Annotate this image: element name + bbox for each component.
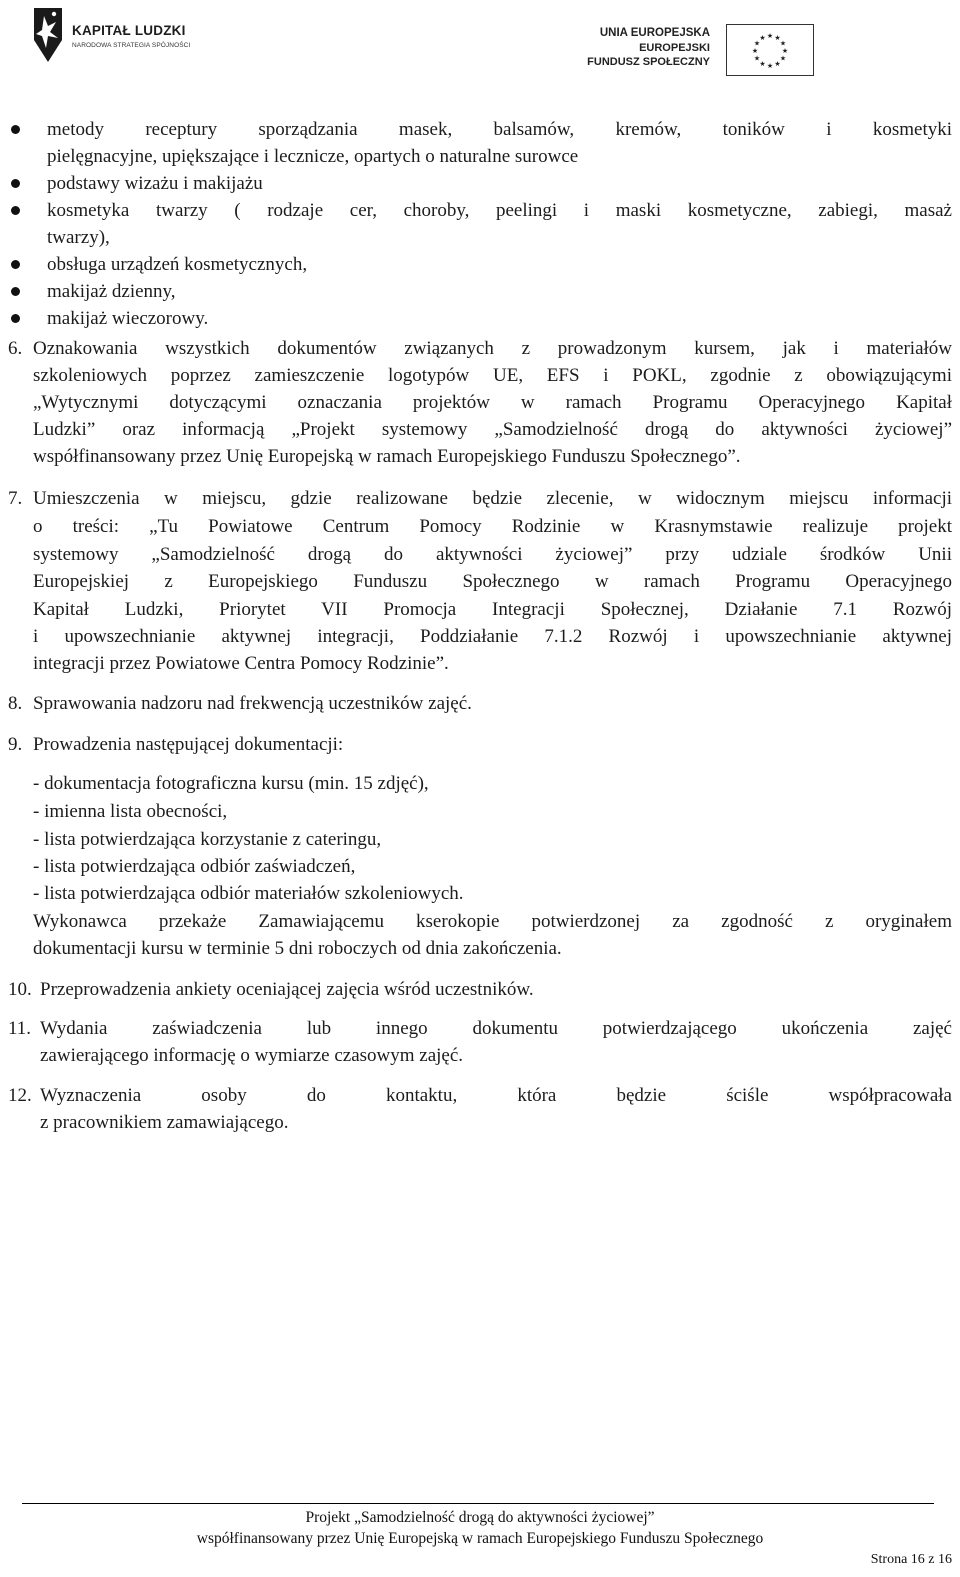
footer-divider (22, 1503, 934, 1504)
footer-project-title: Projekt „Samodzielność drogą do aktywności życiowej” (305, 1509, 655, 1526)
item-9-doc-5: - lista potwierdzająca odbiór materiałów szkoleniowych. (33, 883, 464, 904)
svg-text:★: ★ (753, 54, 761, 63)
bullet-dot (11, 314, 20, 323)
item-9-doc-2: - imienna lista obecności, (33, 801, 228, 822)
item-9-contractor-line-1: Wykonawca przekaże Zamawiającemu kserokopie potwierdzonej za zgodność z oryginałem (33, 911, 952, 932)
eu-efs-logo (587, 24, 820, 80)
bullet-item-5: makijaż dzienny, (47, 281, 176, 302)
kapital-ludzki-emblem-icon (28, 4, 68, 64)
kapital-ludzki-name: KAPITAŁ LUDZKI (72, 23, 186, 38)
item-7-number: 7. (8, 488, 23, 509)
item-6-line-5: współfinansowany przez Unię Europejską w ramach Europejskiego Funduszu Społecznego”. (33, 446, 741, 467)
item-6-line-1: Oznakowania wszystkich dokumentów związanych z prowadzonym kursem, jak i materiałów (33, 338, 952, 359)
item-10-line-1: Przeprowadzenia ankiety oceniającej zajęcia wśród uczestników. (40, 979, 534, 1000)
item-6-line-2: szkoleniowych poprzez zamieszczenie logotypów UE, EFS i POKL, zgodnie z obowiązującymi (33, 365, 952, 386)
svg-text:★: ★ (751, 47, 759, 55)
item-7-line-1: Umieszczenia w miejscu, gdzie realizowane będzie zlecenie, w widocznym miejscu informacji (33, 488, 952, 509)
svg-text:★: ★ (781, 47, 789, 55)
item-7-line-3: systemowy „Samodzielność drogą do aktywności życiowej” przy udziale środków Unii (33, 544, 952, 565)
bullet-item-3-line-2: twarzy), (47, 227, 110, 248)
bullet-dot (11, 287, 20, 296)
item-11-number: 11. (8, 1018, 32, 1039)
eu-logo-line3: FUNDUSZ SPOŁECZNY (587, 56, 710, 68)
eu-flag-icon (726, 24, 814, 76)
item-7-line-6: i upowszechnianie aktywnej integracji, Poddziałanie 7.1.2 Rozwój i upowszechnianie aktywnej (33, 626, 952, 647)
item-9-number: 9. (8, 734, 23, 755)
bullet-dot (11, 179, 20, 188)
eu-logo-line1: UNIA EUROPEJSKA (599, 27, 710, 39)
bullet-dot (11, 260, 20, 269)
item-12-number: 12. (8, 1085, 32, 1106)
item-6-line-4: Ludzki” oraz informacją „Projekt systemowy „Samodzielność drogą do aktywności życiowej” (33, 419, 952, 440)
bullet-item-4: obsługa urządzeń kosmetycznych, (47, 254, 308, 275)
eu-logo-line2: EUROPEJSKI (639, 42, 710, 54)
item-6-line-3: „Wytycznymi dotyczącymi oznaczania projektów w ramach Programu Operacyjnego Kapitał (33, 392, 952, 413)
svg-text:★: ★ (779, 54, 787, 63)
item-7-line-4: Europejskiej z Europejskiego Funduszu Społecznego w ramach Programu Operacyjnego (33, 571, 952, 592)
item-9-contractor-line-2: dokumentacji kursu w terminie 5 dni roboczych od dnia zakończenia. (33, 938, 562, 959)
bullet-item-3-line-1: kosmetyka twarzy ( rodzaje cer, choroby, peelingi i maski kosmetyczne, zabiegi, masaż (47, 200, 952, 221)
svg-text:★: ★ (774, 60, 781, 68)
bullet-item-2: podstawy wizażu i makijażu (47, 173, 263, 194)
bullet-item-1-line-1: metody receptury sporządzania masek, balsamów, kremów, toników i kosmetyki (47, 119, 952, 140)
item-9-doc-1: - dokumentacja fotograficzna kursu (min. 15 zdjęć), (33, 773, 429, 794)
item-7-line-5: Kapitał Ludzki, Priorytet VII Promocja Integracji Społecznej, Działanie 7.1 Rozwój (33, 599, 952, 620)
item-11-line-2: zawierającego informację o wymiarze czasowym zajęć. (40, 1045, 464, 1066)
item-9-line-1: Prowadzenia następującej dokumentacji: (33, 734, 344, 755)
svg-text:★: ★ (774, 34, 781, 42)
item-7-line-2: o treści: „Tu Powiatowe Centrum Pomocy Rodzinie w Krasnymstawie realizuje projekt (33, 516, 952, 537)
item-12-line-1: Wyznaczenia osoby do kontaktu, która będzie ściśle współpracowała (40, 1085, 952, 1106)
svg-text:★: ★ (759, 34, 766, 42)
svg-text:★: ★ (779, 39, 787, 48)
item-6-number: 6. (8, 338, 23, 359)
svg-text:★: ★ (753, 39, 761, 48)
svg-text:★: ★ (766, 62, 774, 70)
footer-cofinancing: współfinansowany przez Unię Europejską w ramach Europejskiego Funduszu Społecznego (196, 1530, 764, 1547)
item-9-doc-3: - lista potwierdzająca korzystanie z cateringu, (33, 829, 382, 850)
item-12-line-2: z pracownikiem zamawiającego. (40, 1112, 289, 1133)
bullet-dot (11, 125, 20, 134)
bullet-item-1-line-2: pielęgnacyjne, upiększające i lecznicze, opartych o naturalne surowce (47, 146, 579, 167)
svg-text:★: ★ (766, 32, 774, 40)
item-7-line-7: integracji przez Powiatowe Centra Pomocy Rodzinie”. (33, 653, 449, 674)
bullet-item-6: makijaż wieczorowy. (47, 308, 209, 329)
item-11-line-1: Wydania zaświadczenia lub innego dokumentu potwierdzającego ukończenia zajęć (40, 1018, 952, 1039)
item-9-doc-4: - lista potwierdzająca odbiór zaświadczeń, (33, 856, 356, 877)
item-8-line-1: Sprawowania nadzoru nad frekwencją uczestników zajęć. (33, 693, 472, 714)
kapital-ludzki-subtitle: NARODOWA STRATEGIA SPÓJNOŚCI (72, 42, 191, 49)
item-10-number: 10. (8, 979, 32, 1000)
kapital-ludzki-logo (28, 4, 191, 66)
svg-text:★: ★ (759, 60, 766, 68)
bullet-dot (11, 206, 20, 215)
page-number: Strona 16 z 16 (870, 1552, 952, 1567)
item-8-number: 8. (8, 693, 23, 714)
